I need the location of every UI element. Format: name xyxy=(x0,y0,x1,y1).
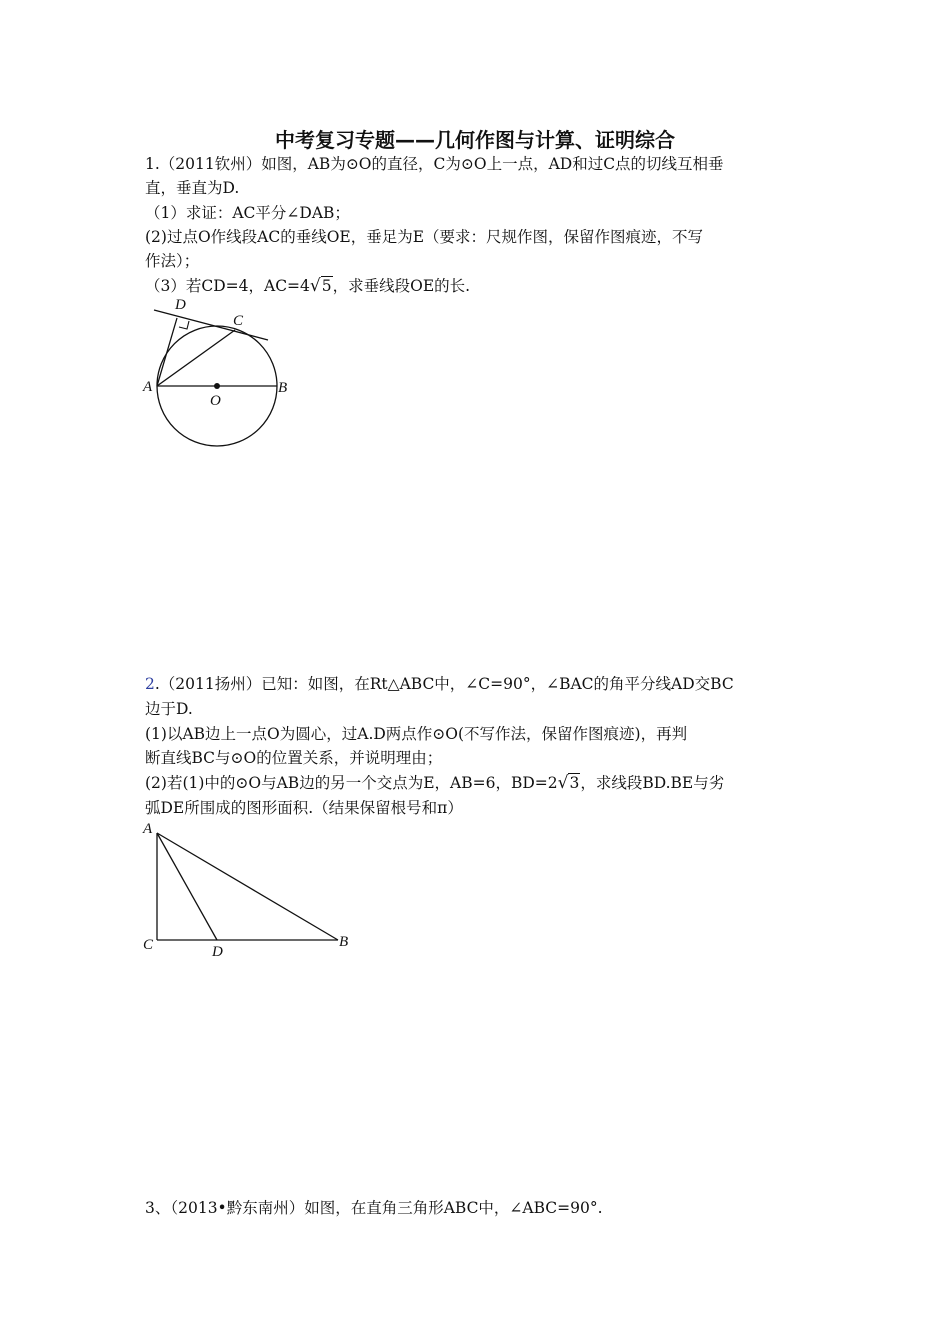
q2-triangle-figure xyxy=(140,818,360,963)
q1-line2: 直，垂直为D. xyxy=(145,179,240,197)
q2-line2: 边于D. xyxy=(145,700,193,718)
side-ab xyxy=(157,833,338,940)
q2-line5 xyxy=(145,773,724,793)
q1-line5: 作法）； xyxy=(145,252,200,270)
label-c: C xyxy=(143,937,154,953)
label-a: A xyxy=(143,821,153,837)
q2-line5-pre: (2)若(1)中的⊙O与AB边的另一个交点为E，AB=6，BD=2 xyxy=(145,774,558,792)
label-b: B xyxy=(339,934,349,950)
bisector-ad xyxy=(157,833,217,940)
q2-line5-post: ，求线段BD.BE与劣 xyxy=(580,774,725,792)
segment-ad xyxy=(157,318,177,386)
label-d: D xyxy=(175,297,186,313)
page-title: 中考复习专题——几何作图与计算、证明综合 xyxy=(275,128,675,152)
center-point xyxy=(214,383,220,389)
label-a: A xyxy=(143,379,153,395)
tangent-line xyxy=(154,310,268,340)
q1-line1: 1.（2011钦州）如图，AB为⊙O的直径，C为⊙O上一点，AD和过C点的切线互相垂 xyxy=(145,155,724,173)
q1-circle-figure xyxy=(140,293,288,458)
radicand: 5 xyxy=(321,277,332,295)
q2-number: 2 xyxy=(145,675,155,693)
q2-line4: 断直线BC与⊙O的位置关系，并说明理由； xyxy=(145,749,443,767)
q1-line6-pre: （3）若CD=4，AC=4 xyxy=(145,277,310,295)
q1-line6-post: ，求垂线段OE的长. xyxy=(332,277,471,295)
label-d: D xyxy=(212,944,223,960)
q1-line3: （1）求证：AC平分∠DAB； xyxy=(145,204,350,222)
sqrt-symbol: √5 xyxy=(309,276,332,296)
q2-line1 xyxy=(145,674,734,694)
q1-line4: (2)过点O作线段AC的垂线OE，垂足为E（要求：尺规作图，保留作图痕迹，不写 xyxy=(145,228,704,246)
q2-line6: 弧DE所围成的图形面积.（结果保留根号和π） xyxy=(145,799,463,817)
label-b: B xyxy=(278,380,288,396)
q2-line1-text: .（2011扬州）已知：如图，在Rt△ABC中，∠C=90°，∠BAC的角平分线AD交BC xyxy=(154,675,734,693)
radicand: 3 xyxy=(569,774,580,792)
right-angle-mark xyxy=(179,321,189,329)
segment-ac xyxy=(157,330,235,386)
q2-line3: (1)以AB边上一点O为圆心，过A.D两点作⊙O(不写作法，保留作图痕迹)，再判 xyxy=(145,725,688,743)
label-o: O xyxy=(210,393,221,409)
sqrt-symbol: √3 xyxy=(557,773,580,793)
label-c: C xyxy=(233,313,244,329)
q3-line1: 3、（2013•黔东南州）如图，在直角三角形ABC中，∠ABC=90°. xyxy=(145,1199,603,1217)
